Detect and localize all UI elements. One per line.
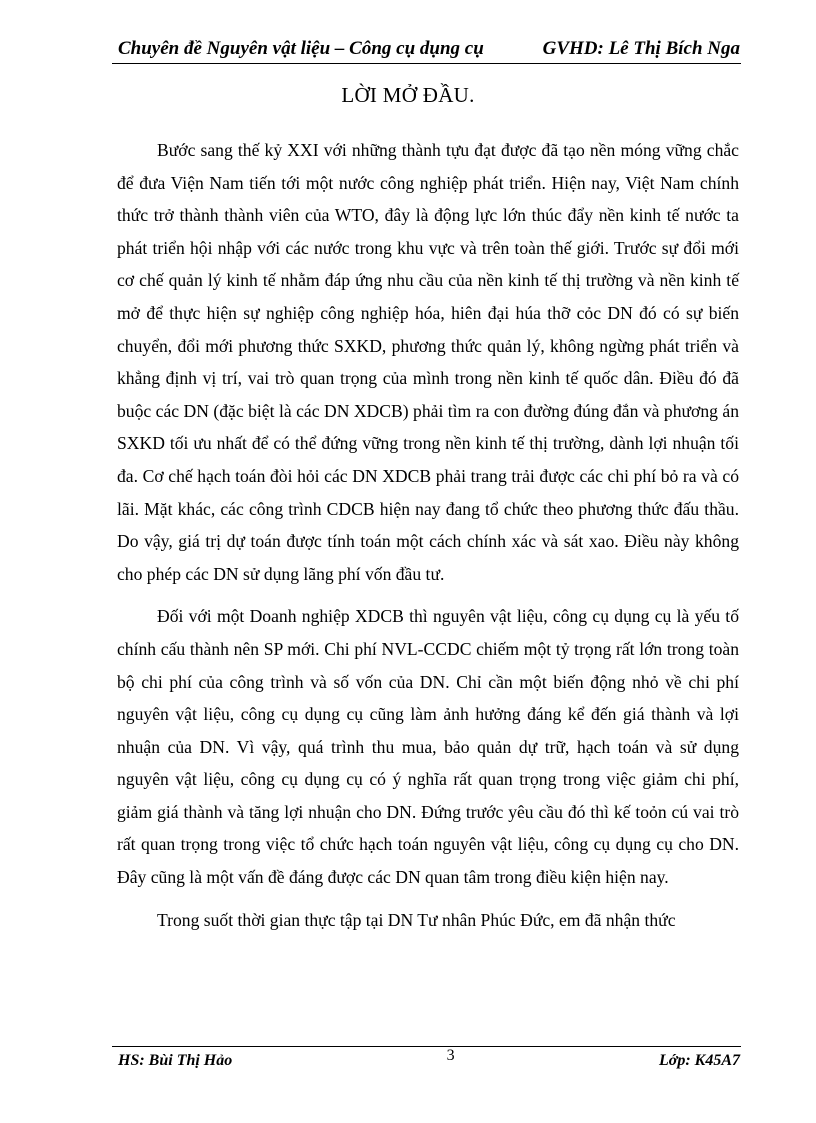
footer-divider xyxy=(112,1046,741,1047)
header-divider xyxy=(112,63,741,64)
header-supervisor: GVHD: Lê Thị Bích Nga xyxy=(542,38,740,59)
footer-class: Lớp: K45A7 xyxy=(658,1052,740,1069)
paragraph: Trong suốt thời gian thực tập tại DN Tư nhân Phúc Đức, em đã nhận thức xyxy=(157,909,676,930)
page-header xyxy=(118,38,740,60)
page-footer xyxy=(118,1048,740,1071)
header-topic: Chuyên đề Nguyên vật liệu – Công cụ dụng cụ xyxy=(118,38,484,59)
paragraph: Bước sang thế kỷ XXI với những thành tựu đạt được đã tạo nền móng vững chắc để đưa Viện Nam tiến tới một nước công nghiệp phát triển. Hiện nay, Việt Nam chính thức trở thành thành viên của WTO, đây là động lực lớn thúc đẩy nền kinh tế nước ta phát triển hội nhập với các nước trong khu vực và trên toàn thế giới. Trước sự đổi mới cơ chế quản lý kinh tế nhằm đáp ứng nhu cầu của nền kinh tế thị trường và nền kinh tế mở để thực hiện sự nghiệp công nghiệp hóa, hiên đại húa thỡ cỏc DN đó có sự biến chuyển, đổi mới phương thức SXKD, phương thức quản lý, không ngừng phát triển và khẳng định vị trí, vai trò quan trọng của mình trong nền kinh tế quốc dân. Điều đó đã buộc các DN (đặc biệt là các DN XDCB) phải tìm ra con đường đúng đắn và phương án SXKD tối ưu nhất để có thể đứng vững trong nền kinh tế thị trường, dành lợi nhuận tối đa. Cơ chế hạch toán đòi hỏi các DN XDCB phải trang trải được các chi phí bỏ ra và có lãi. Mặt khác, các công trình CDCB hiện nay đang tổ chức theo phương thức đấu thầu. Do vậy, giá trị dự toán được tính toán một cách chính xác và sát xao. Điều này không cho phép các DN sử dụng lãng phí vốn đầu tư. xyxy=(117,140,739,584)
paragraph: Đối với một Doanh nghiệp XDCB thì nguyên vật liệu, công cụ dụng cụ là yếu tố chính cấu thành nên SP mới. Chi phí NVL-CCDC chiếm một tỷ trọng rất lớn trong toàn bộ chi phí của công trình và số vốn của DN. Chỉ cần một biến động nhỏ về chi phí nguyên vật liệu, công cụ dụng cụ cũng làm ảnh hưởng đáng kể đến giá thành và lợi nhuận của DN. Vì vậy, quá trình thu mua, bảo quản dự trữ, hạch toán và sử dụng nguyên vật liệu, công cụ dụng cụ có ý nghĩa rất quan trọng trong việc giảm chi phí, giảm giá thành và tăng lợi nhuận cho DN. Đứng trước yêu cầu đó thì kế toỏn cú vai trò rất quan trọng trong việc tổ chức hạch toán nguyên vật liệu, công cụ dụng cụ cho DN. Đây cũng là một vấn đề đáng được các DN quan tâm trong điều kiện hiện nay. xyxy=(117,606,739,888)
page-title: LỜI MỞ ĐẦU. xyxy=(341,83,475,107)
footer-author: HS: Bùi Thị Hảo xyxy=(118,1052,233,1069)
page-number: 3 xyxy=(446,1047,455,1064)
body-text xyxy=(117,134,739,946)
